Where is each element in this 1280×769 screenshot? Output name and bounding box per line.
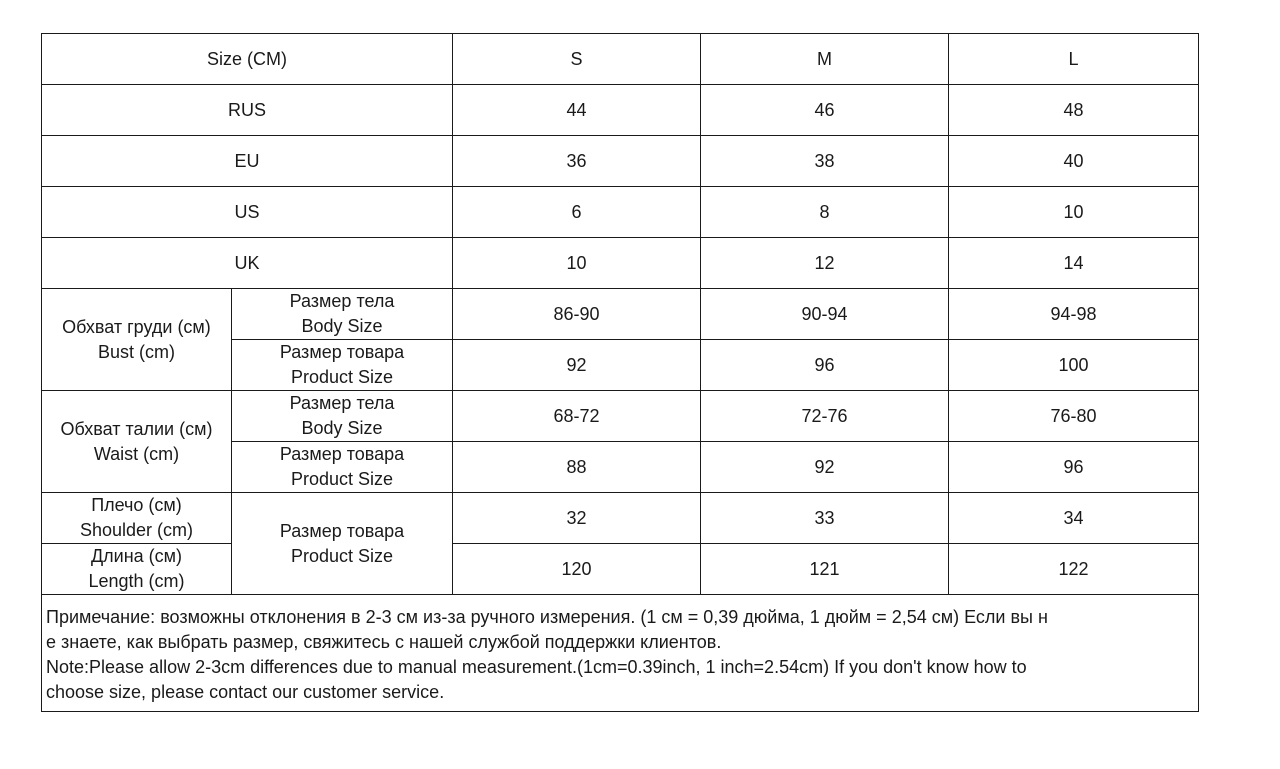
bust-label-en: Bust (cm): [97, 341, 175, 362]
table-cell: 40: [949, 136, 1199, 187]
table-cell: 10: [453, 238, 701, 289]
note-line: choose size, please contact our customer service.: [46, 682, 445, 702]
table-cell: 32: [453, 493, 701, 544]
product-size-label-en: Product Size: [290, 545, 394, 566]
length-label-ru: Длина (см): [90, 546, 183, 566]
table-row: [42, 289, 1199, 340]
shared-product-size-label: [232, 493, 453, 595]
table-cell: 68-72: [453, 391, 701, 442]
table-cell: 10: [949, 187, 1199, 238]
table-cell: 6: [453, 187, 701, 238]
table-row: [42, 493, 1199, 544]
size-header-cell: Size (CM): [42, 34, 453, 85]
body-size-label-en: Body Size: [301, 316, 383, 336]
size-l-header: L: [949, 34, 1199, 85]
size-chart-table: [41, 33, 1199, 712]
table-cell: 33: [701, 493, 949, 544]
table-cell: 44: [453, 85, 701, 136]
table-cell: 38: [701, 136, 949, 187]
row-label-us: US: [42, 187, 453, 238]
size-s-header: S: [453, 34, 701, 85]
table-cell: 88: [453, 442, 701, 493]
header-row: [42, 34, 1199, 85]
table-cell: 36: [453, 136, 701, 187]
table-cell: 94-98: [949, 289, 1199, 340]
row-label-uk: UK: [42, 238, 453, 289]
product-size-label-ru: Размер товара: [279, 342, 405, 362]
table-row: [42, 136, 1199, 187]
table-cell: 34: [949, 493, 1199, 544]
table-cell: 72-76: [701, 391, 949, 442]
row-label-rus: RUS: [42, 85, 453, 136]
table-cell: 76-80: [949, 391, 1199, 442]
table-cell: 12: [701, 238, 949, 289]
product-size-label-ru: Размер товара: [279, 520, 405, 541]
size-m-header: M: [701, 34, 949, 85]
table-cell: 92: [453, 340, 701, 391]
shoulder-label: [42, 493, 232, 544]
product-size-label-en: Product Size: [290, 469, 394, 489]
table-cell: 121: [701, 544, 949, 595]
length-label-en: Length (cm): [88, 571, 185, 591]
note-line: Примечание: возможны отклонения в 2-3 см из-за ручного измерения. (1 см = 0,39 дюйма, 1 дюйм = 2,54 см) Если вы н: [46, 607, 1048, 627]
note-line: Note:Please allow 2-3cm differences due to manual measurement.(1cm=0.39inch, 1 inch=2.54cm) If you don't know how to: [46, 657, 1027, 677]
shoulder-label-en: Shoulder (cm): [79, 520, 194, 540]
length-label: [42, 544, 232, 595]
note-line: е знаете, как выбрать размер, свяжитесь с нашей службой поддержки клиентов.: [46, 632, 722, 652]
body-size-label-en: Body Size: [301, 418, 383, 438]
bust-label: [42, 289, 232, 391]
bust-label-ru: Обхват груди (см): [62, 316, 211, 337]
table-row: [42, 544, 1199, 595]
table-cell: 14: [949, 238, 1199, 289]
table-row: [42, 391, 1199, 442]
note-row: [42, 595, 1199, 712]
waist-label: [42, 391, 232, 493]
table-cell: 46: [701, 85, 949, 136]
table-cell: 48: [949, 85, 1199, 136]
table-cell: 92: [701, 442, 949, 493]
product-size-label-en: Product Size: [290, 367, 394, 387]
shoulder-label-ru: Плечо (см): [91, 495, 182, 515]
body-size-label-ru: Размер тела: [289, 393, 395, 413]
waist-label-en: Waist (cm): [93, 443, 180, 464]
row-label-eu: EU: [42, 136, 453, 187]
body-size-label: [232, 391, 453, 442]
table-cell: 122: [949, 544, 1199, 595]
table-row: [42, 238, 1199, 289]
product-size-label-ru: Размер товара: [279, 444, 405, 464]
waist-label-ru: Обхват талии (см): [60, 418, 213, 439]
product-size-label: [232, 340, 453, 391]
table-cell: 96: [701, 340, 949, 391]
table-cell: 86-90: [453, 289, 701, 340]
measurement-note: [42, 595, 1199, 712]
table-cell: 100: [949, 340, 1199, 391]
table-row: [42, 85, 1199, 136]
table-cell: 90-94: [701, 289, 949, 340]
table-cell: 96: [949, 442, 1199, 493]
product-size-label: [232, 442, 453, 493]
table-row: [42, 187, 1199, 238]
table-cell: 8: [701, 187, 949, 238]
body-size-label: [232, 289, 453, 340]
table-cell: 120: [453, 544, 701, 595]
body-size-label-ru: Размер тела: [289, 291, 395, 311]
